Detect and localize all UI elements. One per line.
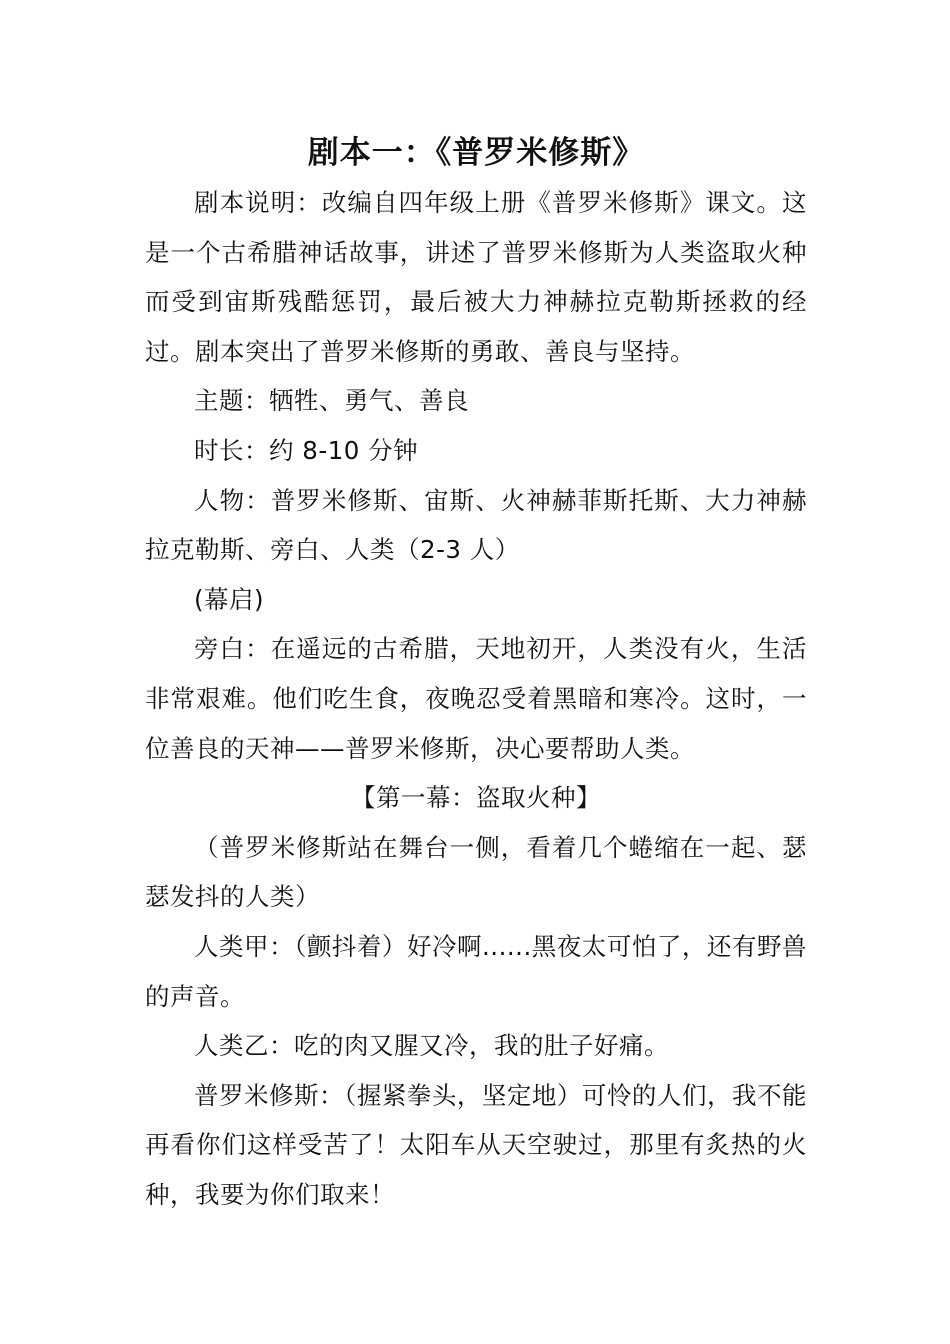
paragraph-curtain-rise: (幕启) — [194, 584, 265, 614]
act-heading: 【第一幕：盗取火种】 — [351, 783, 601, 813]
document-page — [145, 128, 807, 1219]
paragraph-script-description: 剧本说明：改编自四年级上册《普罗米修斯》课文。这是一个古希腊神话故事，讲述了普罗米修斯为人类盗取火种而受到宙斯残酷惩罚，最后被大力神赫拉克勒斯拯救的经过。剧本突出了普罗米修斯的勇敢、善良与坚持。 — [145, 188, 807, 366]
paragraph-prometheus: 普罗米修斯：（握紧拳头，坚定地）可怜的人们，我不能再看你们这样受苦了！太阳车从天空驶过，那里有炙热的火种，我要为你们取来！ — [145, 1080, 807, 1209]
paragraph-theme: 主题：牺牲、勇气、善良 — [194, 386, 469, 416]
paragraph-human-b: 人类乙：吃的肉又腥又冷，我的肚子好痛。 — [194, 1031, 669, 1061]
paragraph-stage-direction: （普罗米修斯站在舞台一侧，看着几个蜷缩在一起、瑟瑟发抖的人类） — [145, 832, 807, 912]
paragraph-human-a: 人类甲：（颤抖着）好冷啊......黑夜太可怕了，还有野兽的声音。 — [145, 931, 807, 1011]
paragraph-duration: 时长：约 8-10 分钟 — [194, 435, 419, 465]
paragraph-characters: 人物：普罗米修斯、宙斯、火神赫菲斯托斯、大力神赫拉克勒斯、旁白、人类（2-3 人） — [145, 485, 807, 565]
document-title: 剧本一：《普罗米修斯》 — [307, 135, 645, 171]
paragraph-narration: 旁白：在遥远的古希腊，天地初开，人类没有火，生活非常艰难。他们吃生食，夜晚忍受着黑暗和寒冷。这时，一位善良的天神——普罗米修斯，决心要帮助人类。 — [145, 634, 807, 763]
